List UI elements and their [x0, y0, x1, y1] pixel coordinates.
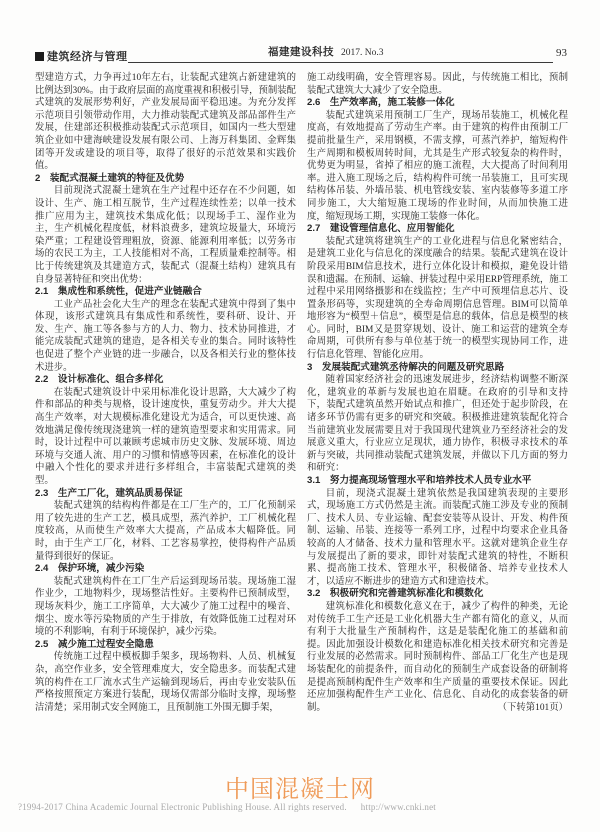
watermark: 中国混凝土网: [225, 776, 375, 803]
paragraph: 在装配式建筑设计中采用标准化设计思路，大大减少了构件和部品的种类与规格，设计速度快，重复劳动少。并大大提高生产效率，对大规模标准化建设尤为适合，可以更快速、高效地满足像传统现浇建筑一样的建筑造型要求和实用需求。同时，设计过程中可以兼顾考虑城市历史文脉、发展环境、周边环境与交通人流、用户的习惯和情感等因素，在标准化的设计中融入个性化的要求并进行多样组合，丰富装配式建筑的类型。: [35, 387, 296, 486]
subsection-heading: 2.4 保护环境，减少污染: [35, 563, 145, 575]
subsection-heading: 2.1 集成性和系统性，促进产业链融合: [35, 286, 202, 298]
copyright-line: [18, 802, 578, 812]
paragraph: 目前现浇式混凝土建筑在生产过程中还存在不少问题，如设计、生产、施工相互脱节，生产过程连续性差；以单一技术推广应用为主，建筑技术集成化低；以现场手工、湿作业为主，生产机械化程度低，材料浪费多，建筑垃圾量大，环境污染严重；工程建设管理粗放，资源、能源利用率低；以劳务市场的农民工为主，工人技能相对不高，工程质量难控制等。相比于传统建筑及其建造方式，装配式（混凝土结构）建筑具有自身显著特征和突出优势：: [35, 186, 296, 285]
section-marker-icon: [35, 52, 44, 61]
paragraph: 装配式建筑采用预制工厂生产，现场吊装施工，机械化程度高，有效地提高了劳动生产率。由于建筑的构件由预制工厂提前批量生产，采用钢模，不需支撑，可蒸汽养护，缩短构件生产周期和模板周转时间，尤其是生产形式较复杂的构件时，优势更为明显，省掉了相应的施工流程，大大提高了时间利用率。进入施工现场之后，结构构件可统一吊装施工，且可实现结构体吊装、外墙吊装、机电管线安装、室内装修等多道工序同步施工，大大缩短施工现场的作业时间，从而加快施工进度，缩短现场工期，实现施工装修一体化。: [307, 110, 568, 222]
header-rule: [128, 62, 553, 63]
paragraph: 工业产品社会化大生产的理念在装配式建筑中得到了集中体现，该形式建筑具有集成性和系统性，要科研、设计、开发、生产、施工等各参与方的人力、物力、技术协同推进，才能完成装配式建筑的建造，是各相关专业的集合。同时该特性也促进了整个产业链的进一步融合，以及各相关行业的整体技术进步。: [35, 299, 296, 373]
header-section-title: [35, 48, 128, 64]
left-column: [35, 72, 296, 714]
header-journal-title: [268, 44, 384, 59]
paragraph: 装配式建筑构件在工厂生产后运到现场吊装。现场施工湿作业少，工地物料少，现场整洁性好。主要构件已预制成型，现场灰料少，施工工序简单，大大减少了施工过程中的噪音、烟尘、废水等污染物质的产生于排放，有效降低施工过程对环境的不利影响，有利于环境保护，减少污染。: [35, 576, 296, 638]
page-number: 93: [556, 47, 567, 59]
section-title-text: 建筑经济与管理: [47, 51, 128, 63]
subsection-heading: 3.2 积极研究和完善建筑标准化和模数化: [307, 588, 484, 600]
paragraph: 装配式建筑将建筑生产的工业化进程与信息化紧密结合，是建筑工业化与信息化的深度融合的结果。装配式建筑在设计阶段采用BIM信息技术，进行立体化设计和模拟，避免设计错误和遗漏。在预制、运输、拼装过程中采用ERP管理系统，施工过程中采用网络摄影和在线监控；生产中可预埋信息芯片、设置条形码等，实现建筑的全寿命周期信息管理。BIM可以简单地形容为“模型＋信息”，模型是信息的载体，信息是模型的核心。同时，BIM又是贯穿规划、设计、施工和运营的建筑全寿命周期，可供所有参与单位基于统一的模型实现协同工作，进行信息化管理、智能化应用。: [307, 236, 568, 361]
continuation-note: （下转第101页）: [497, 702, 568, 713]
paragraph: 目前，现浇式混凝土建筑依然是我国建筑表现的主要形式，现场施工方式仍然是主流。而装配式施工涉及专业的预制厂、技术人员、专业运输、配套安装等从设计、开发、构件预制、运输、吊装、连接等一系列工序，过程中均要求企业具备较高的人才储备、技术力量和管理水平。这就对建筑企业生存与发展提出了新的要求，即针对装配式建筑的特性，不断积累、提高施工技术、管理水平，积极储备、培养专业技术人才，以适应不断进步的建造方式和建造技术。: [307, 488, 568, 587]
subsection-heading: 2.2 设计标准化、组合多样化: [35, 374, 164, 386]
paragraph: 建筑标准化和模数化意义在于，减少了构件的种类，无论对传统手工生产还是工业化机器大生产都有简化的意义，从而有利于大批量生产预制构件，这是是装配化施工的基础和前提。因此加强设计模数化和建造标准化相关技术研究和完善是行业发展的必然需求。同时预制构件、部品工厂化生产也是现场装配化的前提条件，而自动化的预制生产成套设备的研制将是提高预制构配件生产效率和生产质量的重要技术保证。因此还应加强构配件生产工业化、信息化、自动化的成套装备的研制。: [307, 601, 568, 713]
subsection-heading: 2.5 减少施工过程安全隐患: [35, 638, 154, 650]
journal-issue: 2017. No.3: [341, 48, 384, 58]
section-heading: 3 发展装配式建筑丞待解决的问题及研究思路: [307, 361, 505, 373]
paragraph: 随着国家经济社会的迅速发展进步，经济结构调整不断深化，建筑业的革新与发展也迫在眉睫。在政府的引导和支持下，装配式建筑虽然开始试点和推广，但还处于起步阶段，在诸多环节仍需有更多的研究和突破。积极推进建筑装配化符合当前建筑业发展需要且对于我国现代建筑业乃至经济社会的发展意义重大，行业应立足现状，通力协作，积极寻求技术的革新与突破，共同推动装配式建筑发展，并做以下几方面的努力和研究：: [307, 375, 568, 474]
paragraph: 装配式建筑的结构构件都是在工厂生产的，工厂化预制采用了较先进的生产工艺，模具成型，蒸汽养护，工厂机械化程度较高，从而使生产效率大大提高，产品成本大幅降低。同时，由于生产工厂化，材料、工艺容易掌控，使得构件产品质量得到很好的保证。: [35, 501, 296, 562]
journal-name: 福建建设科技: [268, 47, 334, 58]
subsection-heading: 2.3 生产工厂化，建筑品质易保证: [35, 487, 183, 499]
copyright-text: ?1994-2017 China Academic Journal Electronic Publishing House. All rights reserved.: [18, 802, 347, 812]
right-column: [307, 72, 568, 714]
subsection-heading: 2.6 生产效率高，施工装修一体化: [307, 97, 455, 109]
paragraph-continuation: 施工动线明确，安全管理容易。因此，与传统施工相比，预制装配式建筑大大减少了安全隐患。: [307, 73, 568, 96]
paragraph: 传统施工过程中模板脚手架多，现场物料、人员、机械复杂，高空作业多，安全管理难度大，安全隐患多。而装配式建筑的构件在工厂流水式生产运输到现场后，再由专业安装队伍严格按照预定方案进行装配，现场仅需部分临时支撑，现场整洁清楚；采用制式安全网施工，且预制施工外围无脚手架，: [35, 652, 296, 713]
cnki-url: http://www.cnki.net: [360, 802, 437, 812]
subsection-heading: 3.1 努力提高现场管理水平和培养技术人员专业水平: [307, 475, 532, 486]
paragraph-continuation: 型建造方式，力争再过10年左右，让装配式建筑占新建建筑的比例达到30%。由于政府层面的高度重视和积极引导，预制装配式建筑的发展形势利好，产业发展局面平稳迅速。为充分发挥示范项目引领带动作用，大力推动装配式建筑及部品部件生产发展，住建部还积极推动装配式示范项目，如国内一些大型建筑企业如中建海峡建设发展有限公司、上海万科集团、金辉集团等开发或建设的项目等，取得了很好的示范效果和实践价值。: [35, 73, 296, 172]
section-heading: 2 装配式混凝土建筑的特征及优势: [35, 172, 185, 184]
subsection-heading: 2.7 建设管理信息化、应用智能化: [307, 223, 455, 235]
article-body: [35, 72, 568, 714]
